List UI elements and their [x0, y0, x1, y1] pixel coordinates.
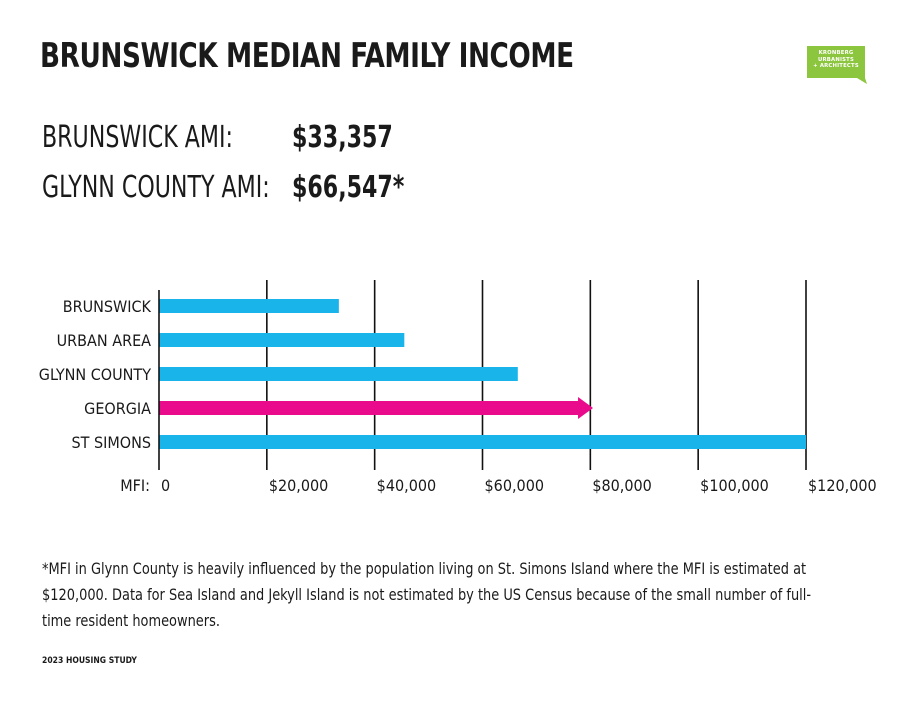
bar-urban-area [159, 333, 404, 347]
category-label: ST SIMONS [71, 433, 151, 452]
ami-label: BRUNSWICK AMI: [42, 120, 233, 155]
page-title: BRUNSWICK MEDIAN FAMILY INCOME [40, 36, 574, 76]
logo-line: URBANISTS [818, 56, 854, 63]
logo-text [807, 50, 865, 70]
category-label: GLYNN COUNTY [38, 365, 151, 384]
category-label: GEORGIA [84, 399, 151, 418]
bar-brunswick [159, 299, 339, 313]
ami-label: GLYNN COUNTY AMI: [42, 170, 270, 205]
kronberg-logo [807, 46, 867, 86]
x-tick-label: $60,000 [484, 476, 545, 495]
footer-label: 2023 HOUSING STUDY [42, 656, 137, 666]
category-label: URBAN AREA [56, 331, 151, 350]
ami-value: $66,547* [292, 170, 405, 205]
category-label: BRUNSWICK [62, 297, 151, 316]
footnote: *MFI in Glynn County is heavily influenced by the population living on St. Simons Island where the MFI is estimated at $120,000. Data for Sea Island and Jekyll Island is not estimated by the US Census because of the small number of full-time resident homeowners. [42, 559, 812, 630]
bar-georgia [159, 397, 593, 419]
bar-glynn-county [159, 367, 518, 381]
x-axis-label: MFI: [120, 476, 150, 495]
x-tick-label: $40,000 [376, 476, 437, 495]
x-tick-label: $100,000 [700, 476, 769, 495]
ami-value: $33,357 [292, 120, 393, 155]
income-bar-chart [0, 280, 912, 505]
x-tick-label: $20,000 [268, 476, 329, 495]
logo-line: + ARCHITECTS [813, 63, 859, 69]
x-tick-label: $120,000 [808, 476, 877, 495]
x-tick-label: $80,000 [592, 476, 652, 495]
bar-st-simons [159, 435, 806, 449]
logo-line: KRONBERG [818, 50, 854, 56]
x-tick-label: 0 [161, 476, 171, 495]
